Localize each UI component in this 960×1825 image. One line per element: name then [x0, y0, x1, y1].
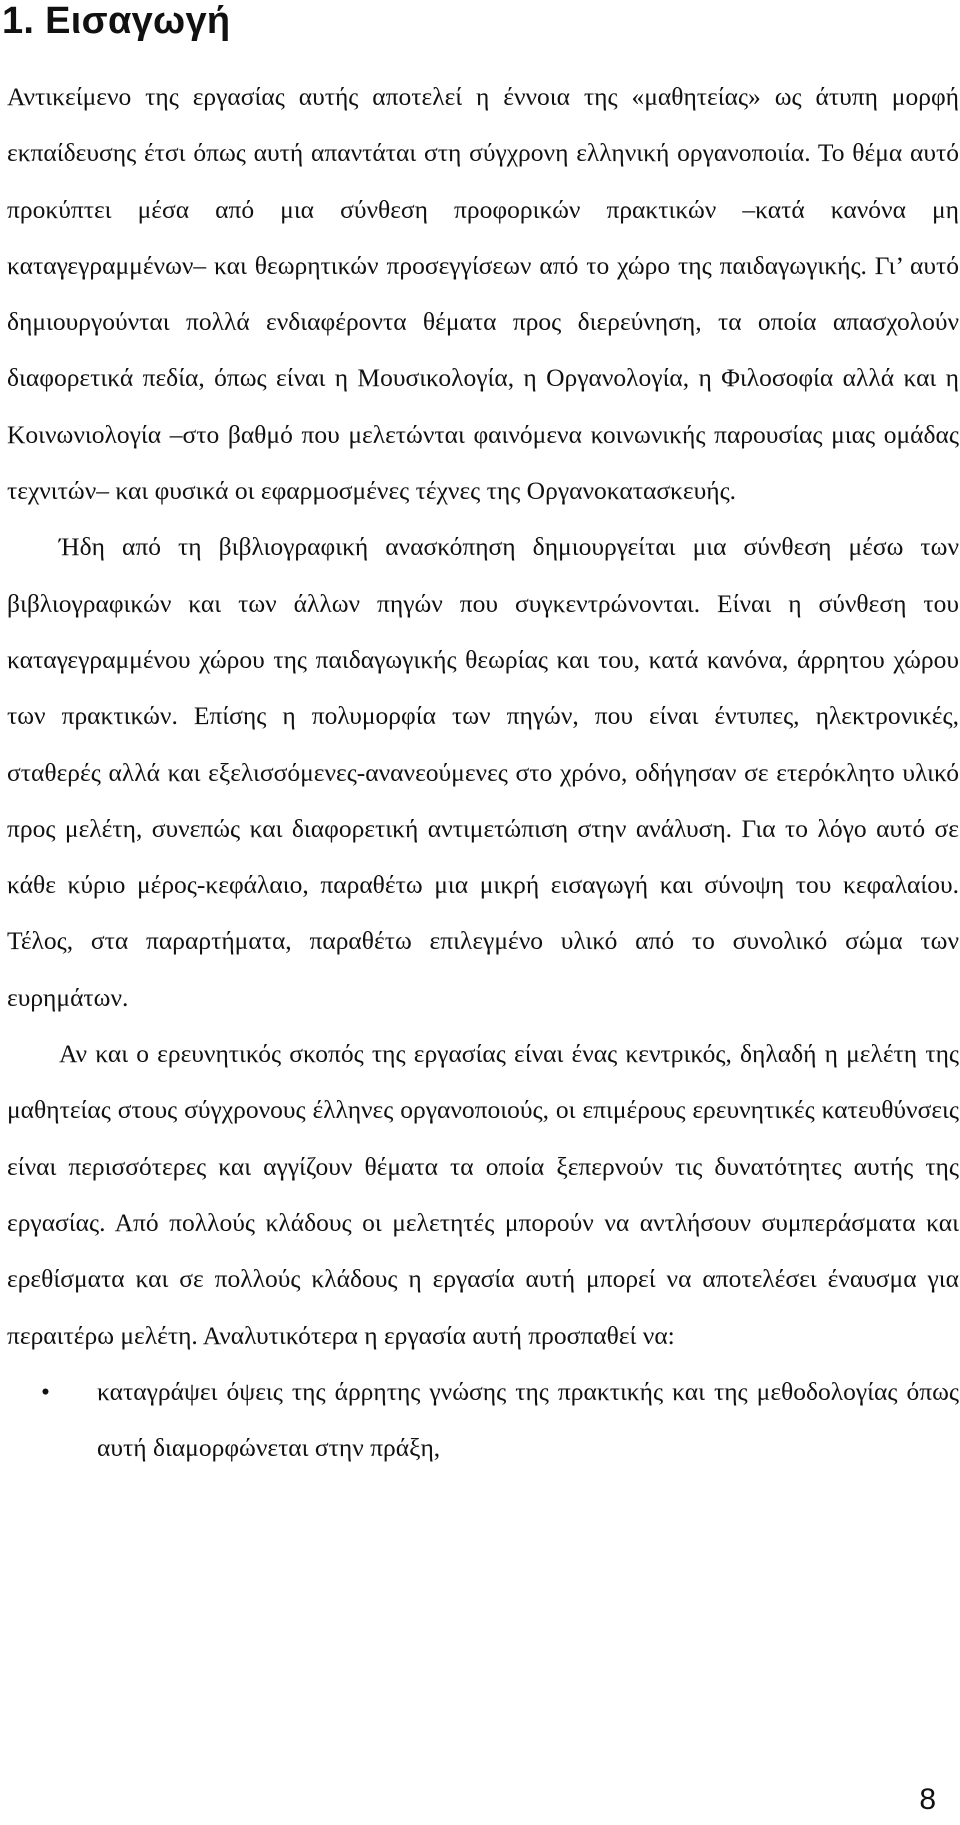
document-body	[7, 69, 959, 1476]
section-heading: 1. Εισαγωγή	[2, 0, 231, 42]
bullet-icon: •	[41, 1376, 50, 1406]
list-item-text: καταγράψει όψεις της άρρητης γνώσης της πρακτικής και της μεθοδολογίας όπως αυτή διαμορφώνεται στην πράξη,	[97, 1376, 959, 1463]
paragraph-intro: Αντικείμενο της εργασίας αυτής αποτελεί η έννοια της «μαθητείας» ως άτυπη μορφή εκπαίδευσης έτσι όπως αυτή απαντάται στη σύγχρονη ελληνική οργανοποιία. Το θέμα αυτό προκύπτει μέσα από μια σύνθεση προφορικών πρακτικών –κατά κανόνα μη καταγεγραμμένων– και θεωρητικών προσεγγίσεων από το χώρο της παιδαγωγικής. Γι’ αυτό δημιουργούνται πολλά ενδιαφέροντα θέματα προς διερεύνηση, τα οποία απασχολούν διαφορετικά πεδία, όπως είναι η Μουσικολογία, η Οργανολογία, η Φιλοσοφία αλλά και η Κοινωνιολογία –στο βαθμό που μελετώνται φαινόμενα κοινωνικής παρουσίας μιας ομάδας τεχνιτών– και φυσικά οι εφαρμοσμένες τέχνες της Οργανοκατασκευής.	[7, 82, 959, 506]
page-number: 8	[919, 1783, 936, 1816]
paragraph-literature: Ήδη από τη βιβλιογραφική ανασκόπηση δημιουργείται μια σύνθεση μέσω των βιβλιογραφικών και των άλλων πηγών που συγκεντρώνονται. Είναι η σύνθεση του καταγεγραμμένου χώρου της παιδαγωγικής θεωρίας και του, κατά κανόνα, άρρητου χώρου των πρακτικών. Επίσης η πολυμορφία των πηγών, που είναι έντυπες, ηλεκτρονικές, σταθερές αλλά και εξελισσόμενες-ανανεούμενες στο χρόνο, οδήγησαν σε ετερόκλητο υλικό προς μελέτη, συνεπώς και διαφορετική αντιμετώπιση στην ανάλυση. Για το λόγο αυτό σε κάθε κύριο μέρος-κεφάλαιο, παραθέτω μια μικρή εισαγωγή και σύνοψη του κεφαλαίου. Τέλος, στα παραρτήματα, παραθέτω επιλεγμένο υλικό από το συνολικό σώμα των ευρημάτων.	[7, 532, 959, 1012]
paragraph-aims: Αν και ο ερευνητικός σκοπός της εργασίας είναι ένας κεντρικός, δηλαδή η μελέτη της μαθητείας στους σύγχρονους έλληνες οργανοποιούς, οι επιμέρους ερευνητικές κατευθύνσεις είναι περισσότερες και αγγίζουν θέματα τα οποία ξεπερνούν τις δυνατότητες αυτής της εργασίας. Από πολλούς κλάδους οι μελετητές μπορούν να αντλήσουν συμπεράσματα και ερεθίσματα και σε πολλούς κλάδους η εργασία αυτή μπορεί να αποτελέσει έναυσμα για περαιτέρω μελέτη. Αναλυτικότερα η εργασία αυτή προσπαθεί να:	[7, 1039, 959, 1350]
aims-list	[7, 1364, 959, 1477]
list-item	[7, 1364, 959, 1477]
